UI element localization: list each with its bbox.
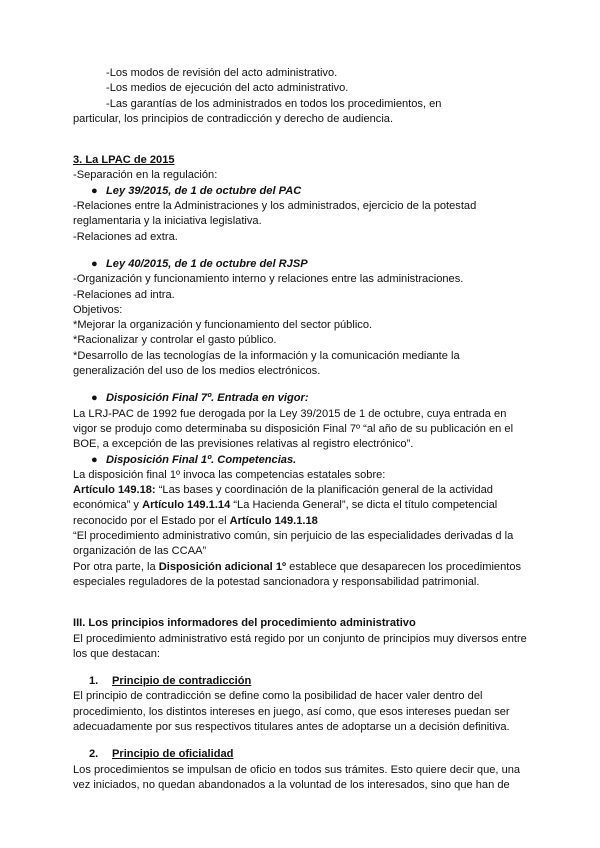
paragraph-line: -Relaciones ad intra.	[73, 288, 175, 301]
section-title-principios: III. Los principios informadores del procedimiento administrativo	[73, 617, 416, 630]
paragraph-line: -Separación en la regulación:	[73, 169, 218, 182]
paragraph-line: Artículo 149.18: “Las bases y coordinación de la planificación general de la actividad	[73, 484, 493, 497]
paragraph-line: El principio de contradicción se define como la posibilidad de hacer valer dentro del	[73, 690, 483, 703]
paragraph-line: generalización del uso de los medios electrónicos.	[73, 365, 321, 378]
bullet-title: Ley 40/2015, de 1 de octubre del RJSP	[106, 257, 308, 270]
intro-item: -Las garantías de los administrados en todos los procedimientos, en	[106, 97, 442, 110]
principle-heading-contradiccion	[73, 674, 533, 689]
paragraph-line: *Mejorar la organización y funcionamiento del sector público.	[73, 319, 373, 332]
paragraph-line: especiales reguladores de la potestad sancionadora y responsabilidad patrimonial.	[73, 575, 480, 588]
paragraph-line: procedimiento, los distintos intereses en juego, así como, que esos intereses puedan ser	[73, 705, 510, 718]
bullet-icon: ●	[91, 392, 98, 405]
paragraph-line: -Organización y funcionamiento interno y relaciones entre las administraciones.	[73, 273, 464, 286]
provision-ref: Disposición adicional 1º	[158, 560, 287, 573]
principle-title: Principio de contradicción	[112, 675, 252, 688]
intro-item: -Los modos de revisión del acto administrativo.	[106, 67, 338, 79]
bullet-final7	[73, 391, 533, 406]
list-number: 1.	[89, 675, 99, 688]
paragraph-line: “El procedimiento administrativo común, sin perjuicio de las especialidades derivadas d la	[73, 530, 514, 543]
paragraph-line: *Racionalizar y controlar el gasto público.	[73, 334, 277, 347]
bullet-title: Ley 39/2015, de 1 de octubre del PAC	[106, 184, 302, 197]
bullet-ley40	[73, 257, 533, 272]
paragraph-line: La LRJ-PAC de 1992 fue derogada por la Ley 39/2015 de 1 de octubre, cuya entrada en	[73, 407, 507, 420]
bullet-title: Disposición Final 7º. Entrada en vigor:	[106, 392, 309, 405]
section-title-lpac: 3. La LPAC de 2015	[73, 154, 175, 167]
paragraph-line: vigor se produjo como determinaba su disposición Final 7º “al año de su publicación en el	[73, 422, 514, 435]
paragraph-line: organización de las CCAA”	[73, 545, 207, 558]
paragraph-line: económica” y Artículo 149.1.14 “La Hacienda General”, se dicta el título competencial	[73, 499, 498, 512]
paragraph-line: Los procedimientos se impulsan de oficio en todos sus trámites. Esto quiere decir que, una	[73, 763, 521, 776]
paragraph-line: -Relaciones entre la Administraciones y los administrados, ejercicio de la potestad	[73, 200, 477, 213]
article-ref: Artículo 149.1.14	[142, 499, 231, 512]
paragraph-line: Objetivos:	[73, 303, 123, 316]
bullet-icon: ●	[91, 184, 98, 197]
bullet-title: Disposición Final 1º. Competencias.	[106, 453, 297, 466]
intro-item: -Los medios de ejecución del acto administrativo.	[106, 82, 349, 95]
paragraph-line: los que destacan:	[73, 647, 160, 660]
paragraph-line: Por otra parte, la Disposición adicional 1º establece que desaparecen los procedimientos	[73, 560, 522, 573]
paragraph-line: La disposición final 1º invoca las competencias estatales sobre:	[73, 468, 386, 481]
paragraph-line: adecuadamente por sus respectivos titulares antes de adoptarse un a decisión definitiva.	[73, 720, 510, 733]
intro-continuation: particular, los principios de contradicción y derecho de audiencia.	[73, 112, 394, 125]
document-page	[73, 66, 533, 793]
paragraph-line: El procedimiento administrativo está regido por un conjunto de principios muy diversos entre	[73, 632, 527, 645]
article-ref: Artículo 149.1.18	[229, 514, 318, 527]
paragraph-line: *Desarrollo de las tecnologías de la información y la comunicación mediante la	[73, 349, 460, 362]
principle-title: Principio de oficialidad	[112, 748, 234, 761]
paragraph-line: -Relaciones ad extra.	[73, 230, 178, 243]
bullet-icon: ●	[91, 257, 98, 270]
paragraph-line: BOE, a excepción de las previsiones relativas al registro electrónico”.	[73, 438, 414, 451]
bullet-ley39	[73, 184, 533, 199]
article-ref: Artículo 149.18:	[73, 484, 156, 497]
bullet-final1	[73, 453, 533, 468]
paragraph-line: reconocido por el Estado por el Artículo 149.1.18	[73, 514, 318, 527]
paragraph-line: vez iniciados, no quedan abandonados a la voluntad de los interesados, sino que han de	[73, 778, 510, 791]
bullet-icon: ●	[91, 453, 98, 466]
paragraph-line: reglamentaria y la iniciativa legislativa.	[73, 215, 262, 228]
list-number: 2.	[89, 748, 99, 761]
principle-heading-oficialidad	[73, 747, 533, 762]
